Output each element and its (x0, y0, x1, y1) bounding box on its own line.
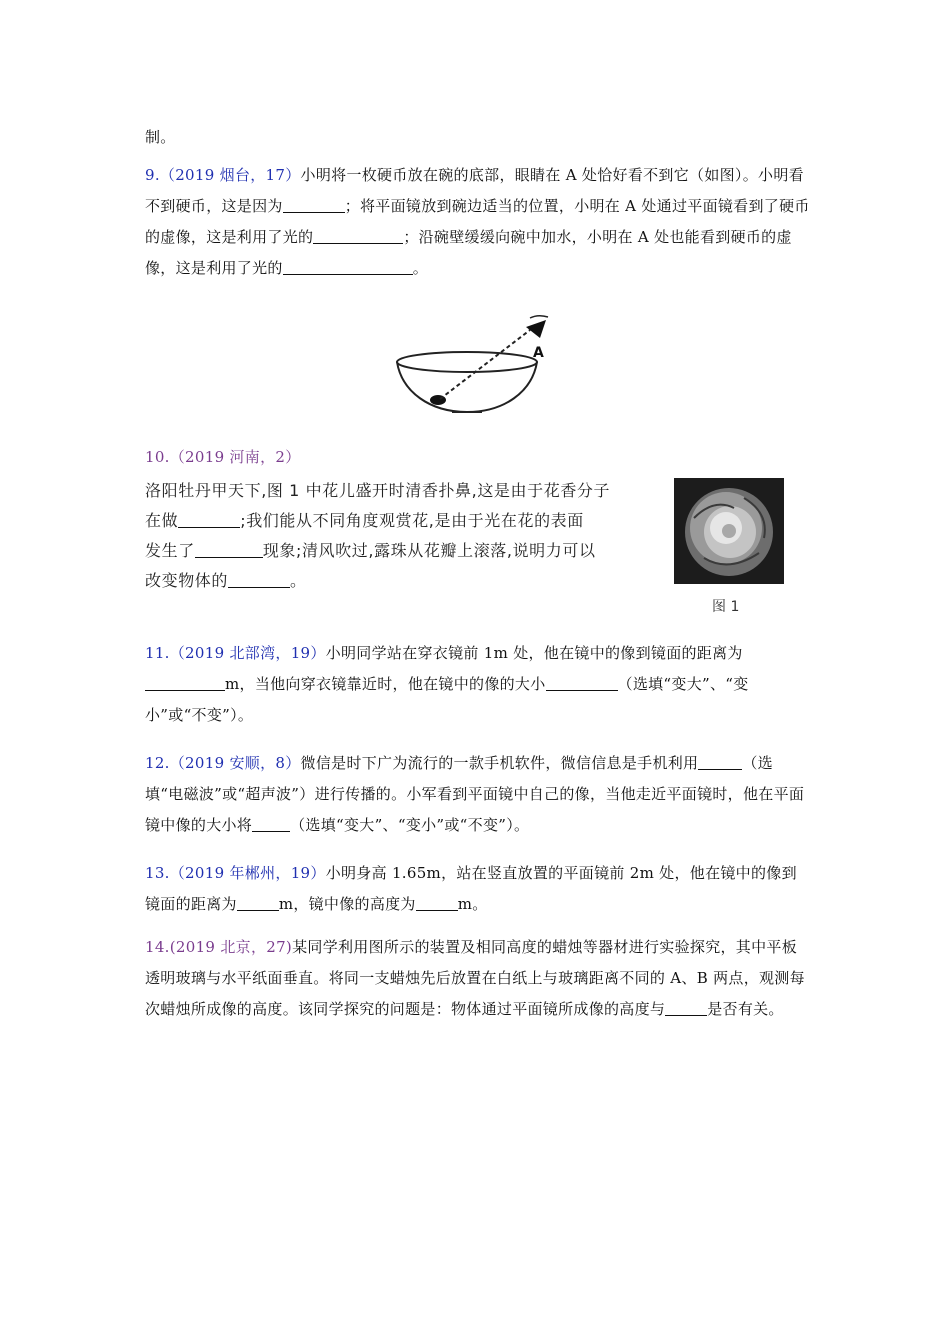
q11-text-3: （选填“变大”、“变小”或“不变”）。 (145, 675, 749, 724)
question-13 (145, 858, 810, 920)
q12-text-3: （选填“变大”、“变小”或“不变”）。 (290, 816, 530, 834)
q12-blank-1[interactable] (698, 753, 742, 770)
q14-blank-1[interactable] (665, 999, 707, 1016)
q9-text-3: ；沿碗壁缓缓向碗中加水，小明在 A 处也能看到硬币的虚像，这是利用了光的 (145, 228, 792, 277)
q13-source: 13.（2019 年郴州，19） (145, 864, 326, 882)
q13-blank-2[interactable] (416, 894, 458, 911)
q9-text-1: 小明将一枚硬币放在碗的底部，眼睛在 A 处恰好看不到它（如图）。小明看不到硬币，这是因为 (145, 166, 804, 215)
q13-text-3: m。 (457, 895, 488, 913)
figure-1-caption: 图 1 (712, 599, 740, 615)
peony-flower-image (674, 478, 784, 584)
q13-blank-1[interactable] (237, 894, 279, 911)
q10-blank-3[interactable] (228, 571, 290, 588)
q14-text-2: 是否有关。 (707, 1000, 784, 1018)
q11-text-2: m，当他向穿衣镜靠近时，他在镜中的像的大小 (225, 675, 546, 693)
q13-text-2: m，镜中像的高度为 (278, 895, 416, 913)
point-a-label: A (533, 345, 544, 361)
q12-text-1: 微信是时下广为流行的一款手机软件，微信信息是手机利用 (300, 754, 699, 772)
bowl-coin-figure (390, 312, 570, 422)
q10-source: 10.（2019 河南，2） (145, 448, 301, 466)
q9-text-4: 。 (412, 259, 429, 277)
question-12 (145, 748, 810, 841)
q11-blank-2[interactable] (546, 674, 618, 691)
q14-text-1: 某同学利用图所示的装置及相同高度的蜡烛等器材进行实验探究，其中平板透明玻璃与水平纸面垂直。将同一支蜡烛先后放置在白纸上与玻璃距离不同的 A、B 两点，观测每次蜡烛所成像的高度。该同学探究的问题是：物体通过平面镜所成像的高度与 (145, 938, 805, 1018)
q10-line-4: 改变物体的 。 (145, 571, 307, 590)
question-10-scan (145, 476, 675, 596)
q10-line-2: 在做 ;我们能从不同角度观赏花,是由于光在花的表面 (145, 511, 584, 530)
q8-tail (145, 122, 810, 153)
coin-icon (430, 395, 446, 405)
q11-blank-1[interactable] (145, 674, 225, 691)
q12-blank-2[interactable] (252, 815, 290, 832)
q12-source: 12.（2019 安顺，8） (145, 754, 301, 772)
q11-source: 11.（2019 北部湾，19） (145, 644, 326, 662)
q9-blank-2[interactable] (313, 227, 403, 244)
q9-source: 9.（2019 烟台，17） (145, 166, 301, 184)
q9-blank-1[interactable] (283, 196, 345, 213)
q9-blank-3[interactable] (283, 258, 413, 275)
question-9 (145, 160, 810, 284)
q14-source: 14.(2019 北京，27) (145, 938, 293, 956)
question-14 (145, 932, 810, 1025)
q10-line-3: 发生了 现象;清风吹过,露珠从花瓣上滚落,说明力可以 (145, 541, 596, 560)
q9-text-2: ；将平面镜放到碗边适当的位置，小明在 A 处通过平面镜看到了硬币的虚像，这是利用了光的 (145, 197, 810, 246)
eye-icon (526, 320, 546, 338)
q8-tail-text: 制。 (145, 128, 176, 146)
question-11 (145, 638, 810, 731)
q10-line-1: 洛阳牡丹甲天下,图 1 中花儿盛开时清香扑鼻,这是由于花香分子 (145, 481, 611, 500)
q11-text-1: 小明同学站在穿衣镜前 1m 处，他在镜中的像到镜面的距离为 (325, 644, 743, 662)
q13-text-1: 小明身高 1.65m，站在竖直放置的平面镜前 2m 处，他在镜中的像到镜面的距离为 (145, 864, 797, 913)
q10-blank-1[interactable] (178, 511, 240, 528)
q12-text-2: （选填“电磁波”或“超声波”）进行传播的。小军看到平面镜中自己的像，当他走近平面镜时，他在平面镜中像的大小将 (145, 754, 805, 834)
q10-blank-2[interactable] (195, 541, 263, 558)
